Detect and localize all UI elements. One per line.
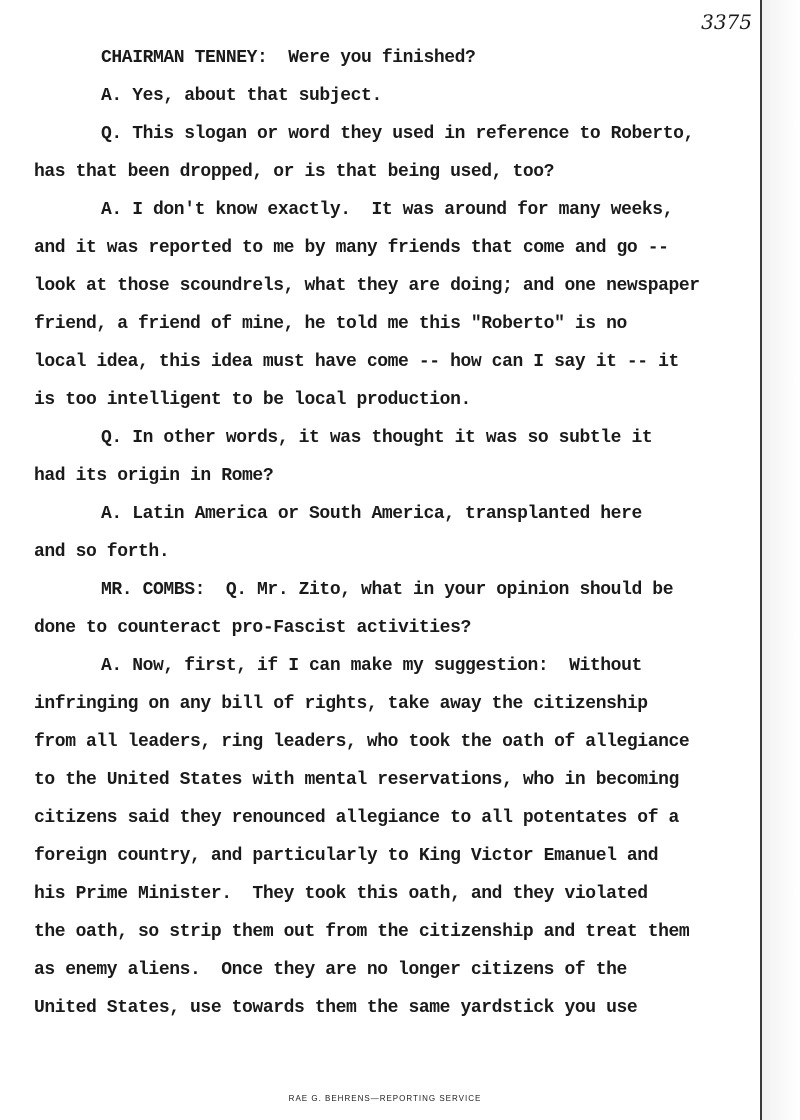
page-number: 3375 — [701, 10, 752, 34]
transcript-line: and it was reported to me by many friends that come and go -- — [34, 238, 669, 258]
transcript-line: and so forth. — [34, 542, 170, 562]
transcript-line: to the United States with mental reservations, who in becoming — [34, 770, 679, 790]
transcript-line: CHAIRMAN TENNEY: Were you finished? — [101, 48, 476, 68]
transcript-line: local idea, this idea must have come -- how can I say it -- it — [34, 352, 679, 372]
transcript-line: the oath, so strip them out from the citizenship and treat them — [34, 922, 690, 942]
transcript-line: his Prime Minister. They took this oath, and they violated — [34, 884, 648, 904]
transcript-line: is too intelligent to be local production. — [34, 390, 471, 410]
transcript-line: had its origin in Rome? — [34, 466, 274, 486]
transcript-line: infringing on any bill of rights, take away the citizenship — [34, 694, 648, 714]
transcript-line: from all leaders, ring leaders, who took the oath of allegiance — [34, 732, 690, 752]
transcript-line: A. Now, first, if I can make my suggestion: Without — [101, 656, 642, 676]
transcript-line: foreign country, and particularly to King Victor Emanuel and — [34, 846, 659, 866]
transcript-line: A. Yes, about that subject. — [101, 86, 382, 106]
transcript-line: Q. In other words, it was thought it was so subtle it — [101, 428, 653, 448]
transcript-line: as enemy aliens. Once they are no longer citizens of the — [34, 960, 627, 980]
transcript-line: A. I don't know exactly. It was around for many weeks, — [101, 200, 674, 220]
transcript-line: MR. COMBS: Q. Mr. Zito, what in your opinion should be — [101, 580, 674, 600]
reporting-service-footer: RAE G. BEHRENS—REPORTING SERVICE — [288, 1094, 482, 1103]
transcript-line: has that been dropped, or is that being used, too? — [34, 162, 555, 182]
transcript-line: Q. This slogan or word they used in reference to Roberto, — [101, 124, 694, 144]
transcript-line: United States, use towards them the same yardstick you use — [34, 998, 638, 1018]
transcript-line: A. Latin America or South America, transplanted here — [101, 504, 642, 524]
transcript-line: citizens said they renounced allegiance to all potentates of a — [34, 808, 679, 828]
right-margin — [762, 0, 800, 1120]
transcript-line: look at those scoundrels, what they are doing; and one newspaper — [34, 276, 700, 296]
transcript-line: done to counteract pro-Fascist activities? — [34, 618, 471, 638]
transcript-line: friend, a friend of mine, he told me this "Roberto" is no — [34, 314, 627, 334]
margin-rule — [760, 0, 762, 1120]
